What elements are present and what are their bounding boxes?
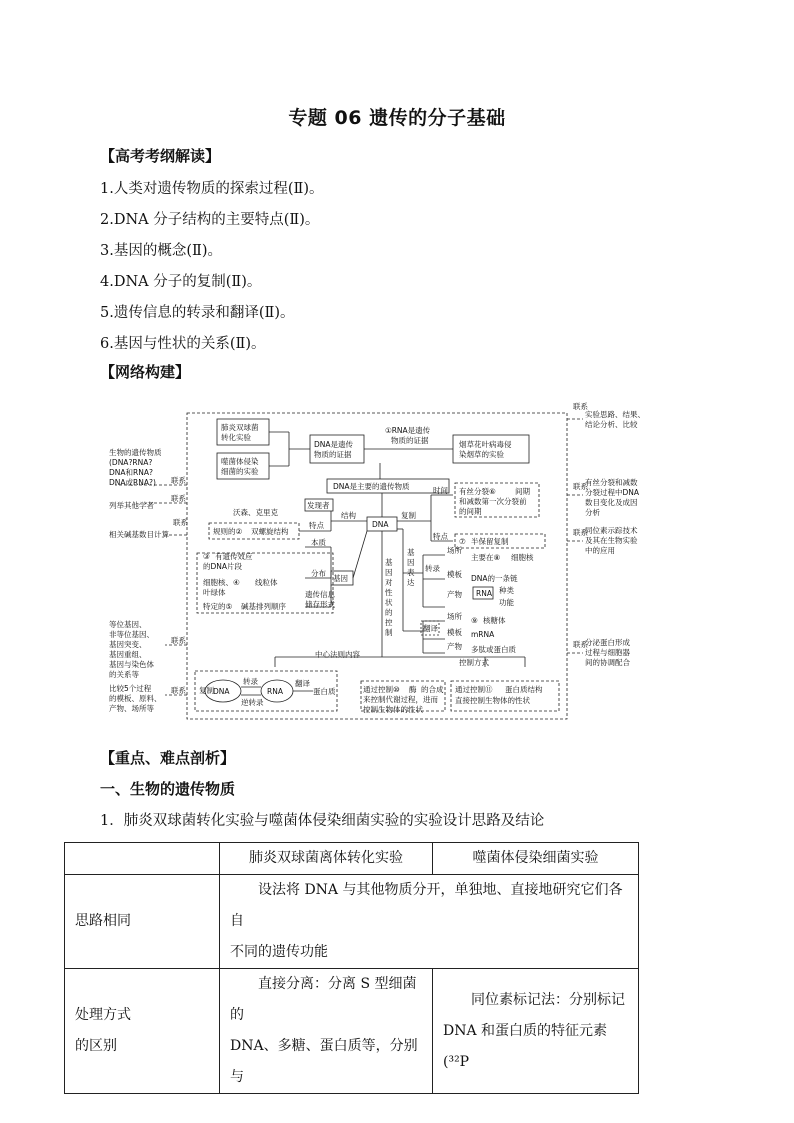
outline-item: 6.基因与性状的关系(Ⅱ)。: [100, 336, 266, 352]
note-left: 等位基因、: [109, 620, 147, 629]
cell-line: 同位素标记法：分别标记: [471, 991, 625, 1008]
node-text: 叶绿体: [203, 588, 226, 597]
table-cell: [65, 843, 220, 875]
section-title: 一、生物的遗传物质: [100, 780, 236, 798]
note-left: (DNA?RNA?: [109, 458, 153, 467]
node-text: 直接控制生物体的性状: [455, 696, 530, 705]
node-text: ⑨: [471, 616, 478, 625]
node-text: 肺炎双球菌: [221, 423, 259, 432]
node-text: 蛋白质结构: [505, 685, 543, 694]
concept-map: [105, 395, 685, 730]
node-text: 细胞核: [511, 553, 534, 562]
table-header: 肺炎双球菌离体转化实验: [220, 843, 433, 875]
cell-line: 设法将 DNA 与其他物质分开，单独地、直接地研究它们各自: [230, 882, 623, 929]
node-text: 物质的证据: [314, 450, 352, 459]
node-text: 的间期: [459, 507, 482, 516]
table-cell: [433, 969, 639, 1094]
comparison-table: [64, 842, 639, 1094]
node-text: 细胞核、④: [203, 578, 240, 587]
node-text: mRNA: [471, 630, 495, 639]
node-text: 翻译: [295, 679, 310, 688]
note-right: 及其在生物实验: [585, 536, 638, 545]
node-text: 多肽或蛋白质: [471, 645, 516, 654]
node-text: 产物: [447, 590, 462, 599]
outline-item: 4.DNA 分子的复制(Ⅱ)。: [100, 274, 262, 290]
node-text: 酶: [409, 685, 417, 694]
table-cell: [220, 969, 433, 1094]
node-text: RNA: [267, 687, 283, 696]
node-text: 蛋白质: [313, 687, 336, 696]
node-text: 半保留复制: [471, 537, 509, 546]
node-text: 通过控制⑪: [455, 685, 493, 694]
page-title: 专题 06 遗传的分子基础: [288, 107, 506, 129]
note-left: 的模板、原料、: [109, 694, 162, 703]
cell-line: DNA、多糖、蛋白质等，分别与: [230, 1038, 418, 1085]
node-text: 转录: [243, 677, 258, 686]
node-text: 遗传信息: [305, 590, 335, 599]
cell-line: DNA 和蛋白质的特征元素(³²P: [443, 1022, 608, 1070]
note-right: 分泌蛋白形成: [585, 638, 630, 647]
table-row: [65, 843, 639, 875]
note-right: 间的协调配合: [585, 658, 630, 667]
cell-line: 直接分离：分离 S 型细菌的: [230, 976, 417, 1023]
note-right: 有丝分裂和减数: [585, 478, 638, 487]
node-text: 物质的证据: [391, 436, 429, 445]
section-network: 【网络构建】: [100, 363, 191, 381]
node-text: 性: [385, 588, 393, 597]
node-text: 有丝分裂⑥: [459, 487, 496, 496]
node-text: 来控制代谢过程，进而: [363, 695, 438, 704]
node-text: 储存形式: [305, 600, 335, 609]
node-text: 种类: [499, 586, 514, 595]
node-text: DNA: [372, 520, 389, 529]
link-label: 联系: [171, 636, 186, 645]
table-row: [65, 875, 639, 969]
note-right: 分裂过程中DNA: [585, 488, 640, 497]
note-left: DNA或RNA?): [109, 478, 156, 487]
node-text: 碱基排列顺序: [241, 602, 286, 611]
link-label: 联系: [171, 494, 186, 503]
node-text: 时间: [433, 486, 448, 495]
node-text: 分布: [311, 569, 326, 578]
point-title: 1．肺炎双球菌转化实验与噬菌体侵染细菌实验的实验设计思路及结论: [100, 813, 545, 829]
node-text: 特定的⑤: [203, 602, 233, 611]
node-text: 场所: [447, 612, 462, 621]
node-text: 特点: [433, 532, 448, 541]
node-text: 模板: [447, 628, 462, 637]
node-text: 翻译: [423, 624, 438, 633]
note-right: 中的应用: [585, 546, 615, 555]
node-text: RNA: [476, 589, 492, 598]
node-text: 规则的②: [213, 527, 243, 536]
node-text: 控制方式: [459, 658, 489, 667]
node-text: 的: [385, 608, 393, 617]
outline-item: 2.DNA 分子结构的主要特点(Ⅱ)。: [100, 212, 320, 228]
node-text: 场所: [447, 546, 462, 555]
node-text: 有遗传效应: [215, 552, 253, 561]
note-left: 列举其他学者: [109, 501, 154, 510]
node-text: 因: [407, 558, 415, 567]
outline-item: 1.人类对遗传物质的探索过程(Ⅱ)。: [100, 181, 324, 197]
node-text: 的合成: [421, 685, 444, 694]
cell-line: 处理方式: [75, 1007, 131, 1023]
outline-item: 5.遗传信息的转录和翻译(Ⅱ)。: [100, 305, 295, 321]
node-text: 中心法则内容: [315, 650, 360, 659]
node-text: 的DNA片段: [203, 562, 243, 571]
note-right: 分析: [585, 508, 600, 517]
note-left: 比较5个过程: [109, 684, 152, 693]
node-text: 染烟草的实验: [459, 450, 504, 459]
node-text: 烟草花叶病毒侵: [459, 440, 512, 449]
cell-line: 不同的遗传功能: [230, 944, 328, 960]
node-text: 逆转录: [241, 698, 264, 707]
node-text: 通过控制⑩: [363, 685, 400, 694]
link-label: 联系: [173, 518, 188, 527]
node-text: 基: [385, 558, 393, 567]
link-label: 联系: [573, 528, 588, 537]
note-left: 基因重组、: [109, 650, 147, 659]
row-label: 思路相同: [65, 875, 220, 969]
note-right: 实验思路、结果、: [585, 410, 645, 419]
outline-item: 3.基因的概念(Ⅱ)。: [100, 243, 223, 259]
note-left: DNA和RNA?: [109, 468, 153, 477]
node-text: 对: [385, 578, 393, 587]
node-text: 和减数第一次分裂前: [459, 497, 527, 506]
row-label: [65, 969, 220, 1094]
node-text: 双螺旋结构: [251, 527, 289, 536]
node-text: 因: [385, 568, 393, 577]
node-text: 控: [385, 618, 393, 627]
link-label: 联系: [171, 476, 186, 485]
note-right: 结论分析、比较: [585, 420, 638, 429]
node-text: 细菌的实验: [221, 467, 259, 476]
note-left: 基因突变、: [109, 640, 147, 649]
node-text: 功能: [499, 598, 514, 607]
note-left: 非等位基因、: [109, 630, 154, 639]
node-text: 特点: [309, 521, 324, 530]
node-text: 状: [385, 598, 393, 607]
note-left: 的关系等: [109, 670, 139, 679]
link-label: 联系: [171, 686, 186, 695]
node-text: 转化实验: [221, 433, 251, 442]
note-left: 基因与染色体: [109, 660, 154, 669]
cell-line: 的区别: [75, 1038, 117, 1054]
node-text: 产物: [447, 642, 462, 651]
link-label: 联系: [573, 402, 588, 411]
section-gaokao: 【高考考纲解读】: [100, 147, 221, 165]
node-text: 复制: [199, 686, 214, 695]
node-text: 发现者: [307, 501, 330, 510]
node-text: DNA的一条链: [471, 574, 518, 583]
node-text: 沃森、克里克: [233, 508, 278, 517]
table-cell: [220, 875, 639, 969]
node-text: 核糖体: [483, 616, 506, 625]
section-key: 【重点、难点剖析】: [100, 749, 236, 767]
note-left: 生物的遗传物质: [109, 448, 162, 457]
node-text: 线粒体: [255, 578, 278, 587]
node-text: 制: [385, 628, 393, 637]
node-text: DNA是主要的遗传物质: [333, 482, 410, 491]
link-label: 联系: [573, 640, 588, 649]
node-text: 基因: [333, 574, 348, 583]
node-text: DNA: [213, 687, 230, 696]
note-right: 数目变化及成因: [585, 498, 638, 507]
note-right: 同位素示踪技术: [585, 526, 638, 535]
note-left: 产物、场所等: [109, 704, 154, 713]
node-text: 控制生物体的性状: [363, 705, 423, 714]
node-text: 间期: [515, 487, 530, 496]
node-text: 主要在⑧: [471, 553, 501, 562]
node-text: 本质: [311, 538, 326, 547]
node-text: 复制: [401, 511, 416, 520]
node-text: ③: [203, 552, 210, 561]
node-text: 达: [407, 578, 415, 587]
node-text: 模板: [447, 570, 462, 579]
node-text: ①RNA是遗传: [385, 426, 431, 435]
table-header: 噬菌体侵染细菌实验: [433, 843, 639, 875]
node-text: ⑦: [459, 537, 466, 546]
node-text: 表: [407, 568, 415, 577]
node-text: 噬菌体侵染: [221, 457, 259, 466]
note-left: 相关碱基数目计算: [109, 530, 169, 539]
node-text: 转录: [425, 564, 440, 573]
node-text: 基: [407, 548, 415, 557]
note-right: 过程与细胞器: [585, 648, 630, 657]
table-row: [65, 969, 639, 1094]
node-text: DNA是遗传: [314, 440, 354, 449]
node-text: 结构: [341, 511, 356, 520]
link-label: 联系: [573, 482, 588, 491]
